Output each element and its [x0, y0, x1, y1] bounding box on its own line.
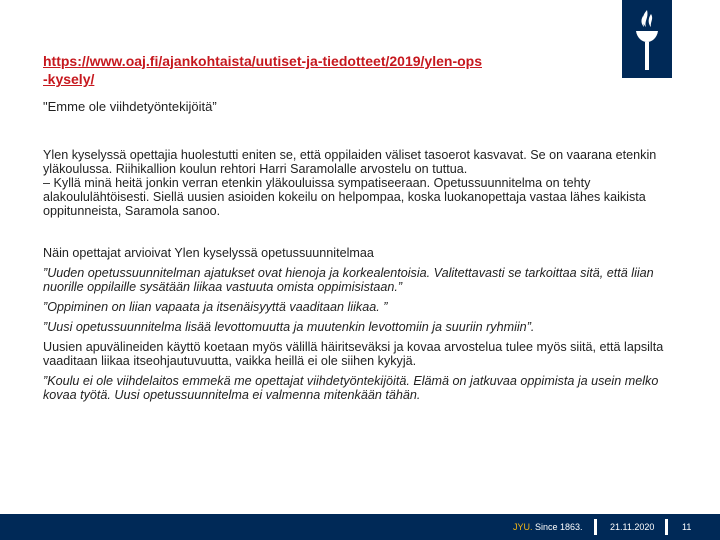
paragraph-tools: Uusien apuvälineiden käyttö koetaan myös välillä häiritseväksi ja kovaa arvostelua tulee myös siitä, että lapsilta vaaditaan liikaa itseohjautuvuutta, vaikka heillä ei ole siihen kykyjä.	[43, 340, 664, 368]
footer-bar	[0, 514, 720, 540]
article-link-line1[interactable]: https://www.oaj.fi/ajankohtaista/uutiset-ja-tiedotteet/2019/ylen-ops	[43, 53, 482, 69]
slide-content	[43, 52, 683, 402]
teacher-quote-3: ”Uusi opetussuunnitelma lisää levottomuutta ja muutenkin levottomiin ja suuriin ryhmiin”.	[43, 320, 535, 334]
teacher-quote-1: ”Uuden opetussuunnitelman ajatukset ovat hienoja ja korkealentoisia. Valitettavasti se tarkoittaa sitä, että liian nuorille oppilaille sysätään liikaa vastuuta omista oppimisistaan.”	[43, 266, 654, 294]
paragraph-survey-intro: Näin opettajat arvioivat Ylen kyselyssä opetussuunnitelmaa	[43, 246, 374, 260]
article-link-line2[interactable]: -kysely/	[43, 71, 95, 87]
teacher-quote-4: ”Koulu ei ole viihdelaitos emmekä me opettajat viihdetyöntekijöitä. Elämä on jatkuvaa oppimista ja usein melko kovaa työtä. Uusi opetussuunnitelma ei valmenna mitenkään tähän.	[43, 374, 659, 402]
teacher-quote-2: ”Oppiminen on liian vapaata ja itsenäisyyttä vaaditaan liikaa. ”	[43, 300, 388, 314]
footer-divider	[594, 519, 597, 535]
article-link[interactable]	[43, 52, 618, 88]
footer-date: 21.11.2020	[610, 522, 655, 532]
paragraph-principal-quote: – Kyllä minä heitä jonkin verran etenkin yläkouluissa sympatiseeraan. Opetussuunnitelma on tehty alakoululähtöisesti. Siellä uusien asioiden kokeilu on helpompaa, koska luokanopettaja vastaa lähes kaikista oppitunneista, Saramola sanoo.	[43, 176, 646, 218]
article-heading: "Emme ole viihdetyöntekijöitä”	[43, 99, 217, 114]
footer-brand	[513, 522, 583, 532]
footer-divider	[665, 519, 668, 535]
footer-brand-jyu: JYU.	[513, 522, 533, 532]
page-number: 11	[682, 522, 692, 532]
paragraph-concern: Ylen kyselyssä opettajia huolestutti eniten se, että oppilaiden väliset tasoerot kasvavat. Se on vaarana etenkin yläkoulussa. Riihikallion koulun rehtori Harri Saramolalle arvostelu on tuttua.	[43, 148, 657, 176]
footer-brand-since: Since 1863.	[532, 522, 583, 532]
